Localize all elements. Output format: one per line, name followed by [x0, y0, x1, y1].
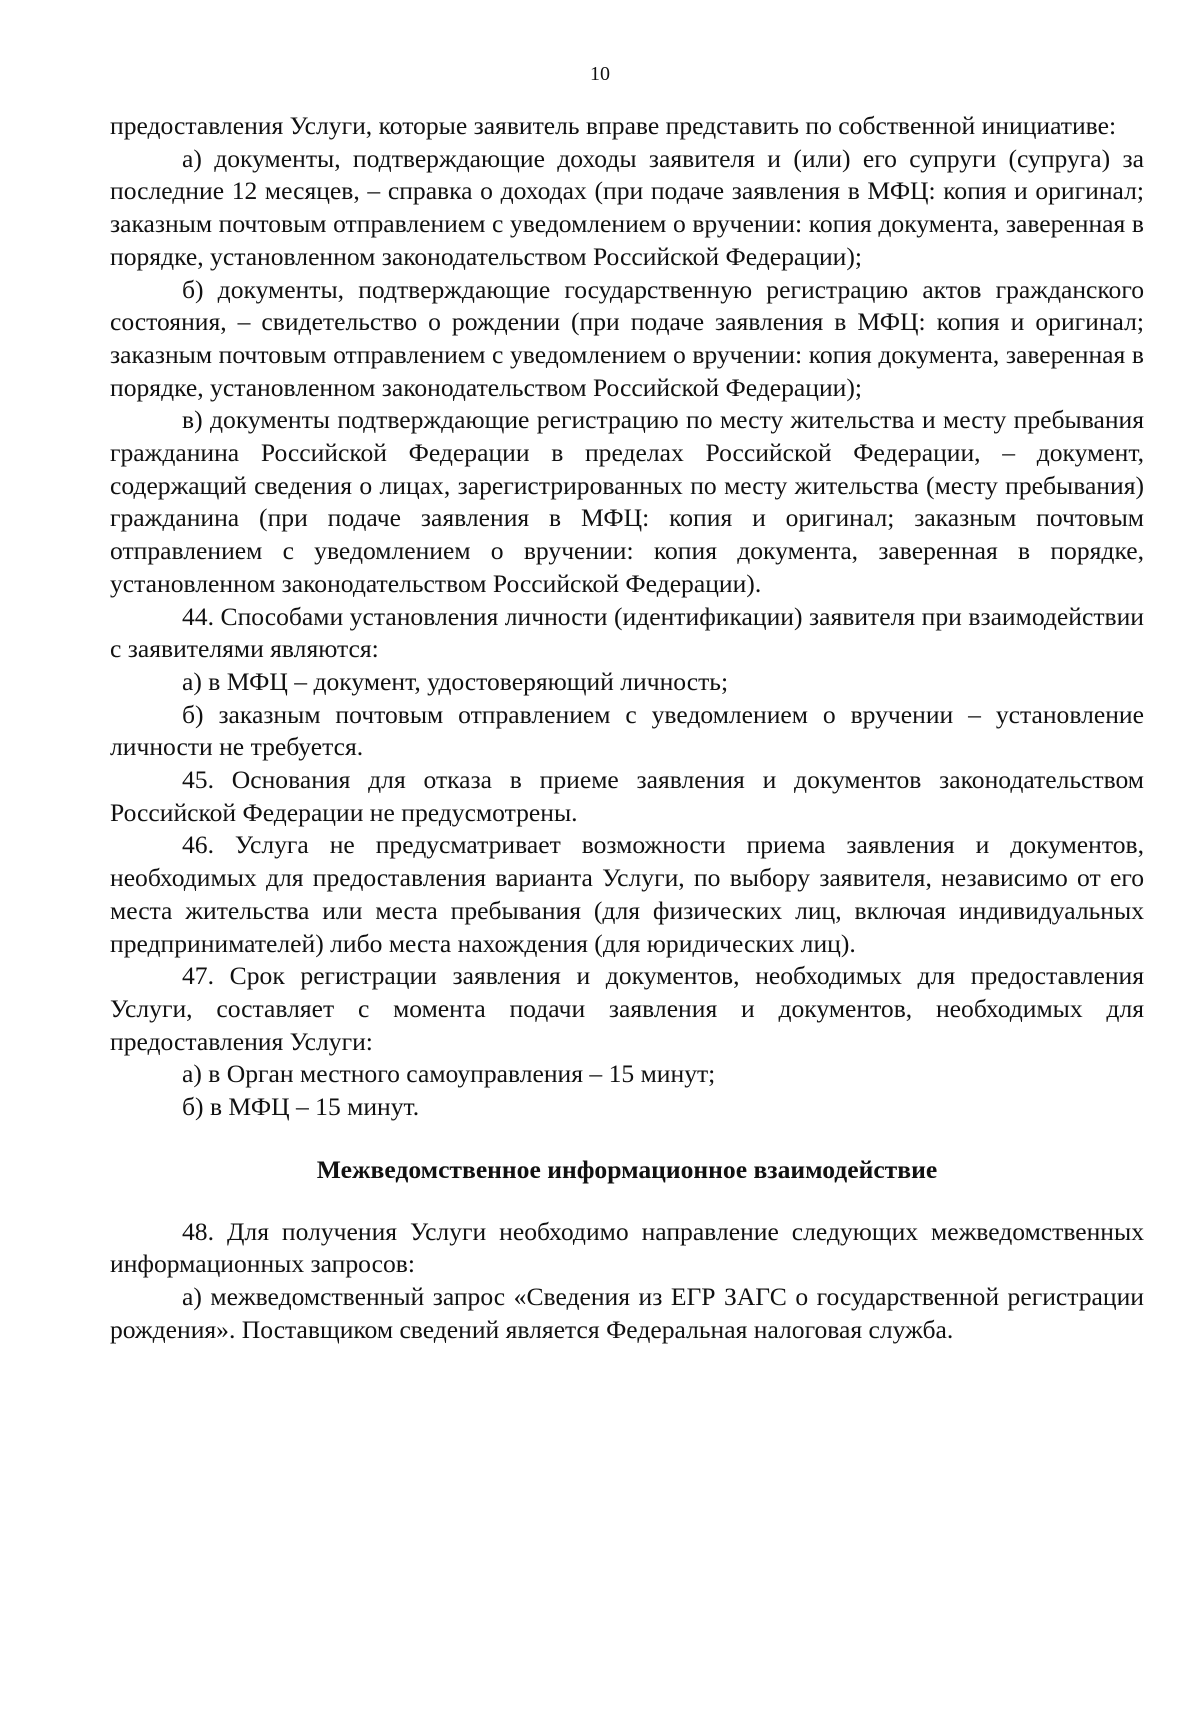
document-body	[110, 110, 1144, 1346]
paragraph-48-requests: 48. Для получения Услуги необходимо направление следующих межведомственных информационных запросов:	[110, 1216, 1144, 1279]
page-number: 10	[590, 63, 610, 85]
paragraph-44-b: б) заказным почтовым отправлением с уведомлением о вручении – установление личности не требуется.	[110, 699, 1144, 762]
paragraph-47-registration-term: 47. Срок регистрации заявления и документов, необходимых для предоставления Услуги, составляет с момента подачи заявления и документов, необходимых для предоставления Услуги:	[110, 961, 1144, 1056]
paragraph-47-b: б) в МФЦ – 15 минут.	[182, 1092, 420, 1122]
paragraph-47-a: а) в Орган местного самоуправления – 15 минут;	[182, 1059, 716, 1089]
paragraph-44-identification: 44. Способами установления личности (идентификации) заявителя при взаимодействии с заявителями являются:	[110, 601, 1144, 664]
paragraph-civil-registration-documents: б) документы, подтверждающие государственную регистрацию актов гражданского состояния, – свидетельство о рождении (при подаче заявления в МФЦ: копия и оригинал; заказным почтовым отправлением с уведомлением о вручении: копия документа, заверенная в порядке, установленном законодательством Российской Федерации);	[110, 274, 1144, 402]
paragraph-48-a: а) межведомственный запрос «Сведения из ЕГР ЗАГС о государственной регистрации рождения». Поставщиком сведений является Федеральная налоговая служба.	[110, 1281, 1144, 1344]
paragraph-income-documents: а) документы, подтверждающие доходы заявителя и (или) его супруги (супруга) за последние 12 месяцев, – справка о доходах (при подаче заявления в МФЦ: копия и оригинал; заказным почтовым отправлением с уведомлением о вручении: копия документа, заверенная в порядке, установленном законодательством Российской Федерации);	[110, 143, 1144, 271]
section-heading: Межведомственное информационное взаимодействие	[316, 1154, 938, 1184]
paragraph-continued: предоставления Услуги, которые заявитель вправе представить по собственной инициативе:	[110, 111, 1117, 140]
paragraph-46-extraterritorial: 46. Услуга не предусматривает возможности приема заявления и документов, необходимых для предоставления варианта Услуги, по выбору заявителя, независимо от его места жительства или места пребывания (для физических лиц, включая индивидуальных предпринимателей) либо места нахождения (для юридических лиц).	[110, 830, 1144, 958]
paragraph-residence-documents: в) документы подтверждающие регистрацию по месту жительства и месту пребывания гражданина Российской Федерации в пределах Российской Федерации, – документ, содержащий сведения о лицах, зарегистрированных по месту жительства (месту пребывания) гражданина (при подаче заявления в МФЦ: копия и оригинал; заказным почтовым отправлением с уведомлением о вручении: копия документа, заверенная в порядке, установленном законодательством Российской Федерации).	[110, 405, 1144, 598]
paragraph-44-a: а) в МФЦ – документ, удостоверяющий личность;	[182, 666, 729, 696]
paragraph-45-refusal: 45. Основания для отказа в приеме заявления и документов законодательством Российской Федерации не предусмотрены.	[110, 765, 1144, 827]
